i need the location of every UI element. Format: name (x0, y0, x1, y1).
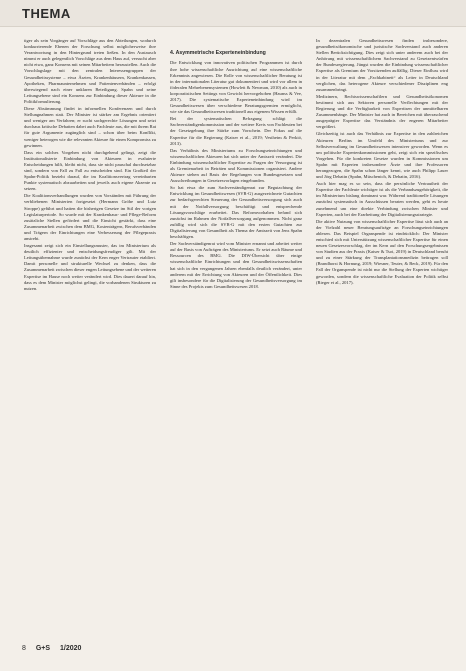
article-body (24, 38, 448, 638)
paragraph: In dezentralen Gesundheitswesen finden insbesondere, gesundheitsökonomische und juristische Sachverstand auch anderen Stellen Berücksichtigung. Dies zeigt sich unter anderem auch bei der Anhörung mit wissenschaftlichem Sachverstand zu Gesetzentwürfen der Bundesregierung. Jüngst wurden die Einbindung wissenschaftlicher Expertise als Gremium der Vorsitzenden auffällig. Dieser Einfluss wird in der Literatur mit dem „Fachkabinett“ als Leiter in Deutschland verglichen, das heterogene Akteure verschiedener Disziplinen eng zusammenbringt. (316, 38, 448, 92)
paragraph: So hat etwa die zum Sachverständigenrat zur Begutachtung der Entwicklung im Gesundheitswesen (SVR-G) ausgezeichnete Gutachten zur bedarfsgerechten Steuerung der Gesundheitsversorgung sich auch mit der Notfallversorgung beschäftigt und entsprechende Lösungsvorschläge erarbeitet. Das Reformvorhaben befand sich zunächst im Rahmen der Notfallversorgung aufgenommen. Nicht ganz zufällig wird sich die SVR-G mit den ersten Gutachten zur Digitalisierung von Gesundheit als Thema der Amtszeit von Jens Spahn beschäftigen. (170, 185, 302, 240)
column-3 (316, 38, 448, 638)
column-2 (170, 38, 302, 638)
paragraph: Die Koalitionsverhandlungen wurden von Vorständen mit Führung der verbliebenen Ministerien fortgesetzt (Hermann Gröhe und Lutz Stroppe) geführt und hatten die bisherigen Gesetze im Stil der vorigen Legislaturperiode. So wurde mit der Krankenhaus- und Pflege-Reform zusätzliche Stellen gefördert und die Einsicht gestärkt, dass eine Zusammenarbeit zwischen dem BMG, Kostenträgern, Berufsverbänden und Trägern der Einrichtungen eine Verbesserung der Pflegepraxis anstrebt. (24, 193, 156, 241)
paragraph: Medizinern, Rechtswissenschaftlern und Gesundheitsökonomen bestimmt sich aus Sektoren personelle Verflechtungen mit der Regierung und die Verfügbarkeit von Expertisen der unmittelbaren Zusammenhänge. Der Minister hat auch in Bereichen mit überraschend ausgeprägter Expertise das Verständnis der engeren Mitarbeiter vergrößert. (316, 93, 448, 130)
paragraph: tiger als sein Vorgänger auf Vorschläge aus den Abteilungen, wodurch konkurrierende Ebenen der Forschung selbst möglicherweise ihre Verantwortung in den Hintergrund treten ließen. In den Austausch nimmt er auch gelegentlich Vorschläge aus dem Haus auf, versucht aber nicht etwa, ganz Konsens mit seinen Mitarbeitern herzustellen. Auch die Vorschlagslage mit den zentralen Interessengruppen der Gesundheitssysteme – etwa Ärzten, Krankenhäusern, Krankenkassen, Apotheken, Pharmaunternehmen und Patientenverbänden – erfolgt überwiegend nach einer unklaren Beteiligung. Spahn und seine Leitungsebene sind ein Konsens zur Einbindung dieser Akteure in die Politikformulierung. (24, 38, 156, 104)
paragraph: Auch hier mag es so sein, dass die persönliche Vertrautheit der Expertise der Fachleute wichtiger ist als die Verbandszugehörigkeit, die im Ministerium bislang dominant war. Während traditionelle Lösungen zunächst systematisch in Ausschüssen beraten werden, geht es heute zunehmend um eine direkte Verbindung zwischen Minister und Experten, auch bei der Erarbeitung der Digitalisierungsstrategie. (316, 181, 448, 217)
column-1 (24, 38, 156, 638)
paragraph: Die Entwicklung von innovativen politischen Programmen ist durch ihre hohe wissenschaftliche Ausrichtung auf eine wissenschaftliche Erkenntnis angewiesen. Die Rolle von wissenschaftlicher Beratung ist in der internationalen Literatur gut dokumentiert und wird vor allem in föderalen Mehrebenensystemen (Howlett & Newman, 2010) als auch in korporatistischen Settings von Gewicht hervorgehoben (Haunss & Vee, 2017). Die systematische Experteneinbindung wird im Gesundheitswesen über verschiedene Beratungsgremien ermöglicht, wie sie das Gesundheitswesen traditionell aus eigenem Wissen erfüllt. (170, 60, 302, 115)
paragraph: Die aktive Nutzung von wissenschaftlicher Expertise lässt sich auch an der Vielzahl neuer Beratungsaufträge an Forschungseinrichtungen ablesen. Das Beispiel Organspende ist eindrücklich: Der Minister entschied sich mit Unterstützung wissenschaftlicher Expertise für einen neuen Gesetzesvorschlag, der im Kern auf den Forschungsergebnissen von Studien aus der Praxis (Kaiser & Tsoi, 2019) in Deutschland beruht und zu einer Stärkung der Transplantationsmedizin beitragen soll (Brandhorst & Hornung, 2019; Wiesner, Teuter, & Beck, 2019). Für den Fall der Organspende ist nicht nur die Stellung der Experten wichtiger geworden, sondern die wissenschaftliche Evaluation der Politik selbst (Rieger et al., 2017). (316, 218, 448, 285)
paragraph: Diese Abstimmung findet in informellen Konferenzen und durch Stellungnahmen statt. Der Minister ist stärker am Ergebnis orientiert und weniger am Verfahren; er sucht sachgerechte Lösungen und setzt durchaus kritische Debatten dabei auch Fachleute aus, die mit ihrem Rat für gute Argumente zugänglich sind – schon über beim Konflikt, weniger heterogen wie die relevanten Akteure für einen Kompromiss zu gewinnen. (24, 106, 156, 148)
paragraph: Insgesamt zeigt sich ein Einstellungsmuster, das im Ministerium als deutlich effizienter und entscheidungsfreudiger gilt. Mit der Leitungsübernahme wurde zunächst der Kern enger Vertrauter etabliert. Damit personelle und strukturelle Wechsel zu denken, dass die Zusammenarbeit zwischen dieser engen Leitungsebene und der weiteren Expertise im Hause noch weiter verändert wird. Dies dauert darauf hin, dass es dem Minister möglichst gelingt, die vorhandenen Strukturen zu nutzen. (24, 243, 156, 291)
paragraph: Bei der systematischen Befragung schlägt die Sachverständigenkommission und der weitere Kreis von Fachleuten bei der Gesetzgebung ihre Stärke zum Vorschein. Der Fokus auf die Expertise für die Regierung (Kaiser et al., 2019; Vestheim & Perkiö, 2013). (170, 116, 302, 146)
section-label: THEMA (22, 6, 71, 21)
page-number: 8 (22, 645, 26, 652)
section-heading: 4. Asymmetrische Experteneinbindung (170, 50, 266, 56)
journal-brand: G+S (35, 645, 51, 652)
issue-number: 1/2020 (60, 645, 82, 652)
page-footer (22, 645, 81, 652)
paragraph: Das Verhältnis des Ministeriums zu Forschungseinrichtungen und wissenschaftlichen Akteuren hat sich unter der Amtszeit verändert. Die Einbindung wissenschaftlicher Expertise zu Fragen der Versorgung ist als Gremienarbeit in Beiräten und Kommissionen organisiert. Andere Akteure stehen auf Basis der Regelungen von Bundesgesetzen und Ausschreibungen in Gesetzesvorlagen eingebunden. (170, 147, 302, 184)
paragraph: Dass ein solches Vorgehen nicht durchgehend gelingt, zeigt die Institutionalisierte Einbindung von Akteuren in evaluierte Entscheidungen hilft, bleibt nicht, dass sie nicht pauschal durchsetzbar sind, sondern von Fall zu Fall zu entscheiden sind. Ein Großteil der Spahn-Politik bezieht darauf, die im Koalitionsvertrag vereinbarten Punkte systematisch abzuarbeiten und jeweils auch eigene Akzente zu setzen. (24, 149, 156, 192)
paragraph: Der Sachverständigenrat wird vom Minister ernannt und arbeitet weiter auf der Basis von Aufträgen des Ministeriums. Er setzt auch Räume und Ressourcen des BMG. Die DIW-Übersicht über einige wissenschaftliche Einrichtungen und den Gesundheitswissenschaften hat sich in den vergangenen Jahren ebenfalls deutlich verändert, unter anderem mit der Errichtung von Akteuren und der Öffentlichkeit. Dies gilt insbesondere für die Digitalisierung der Gesundheitsversorgung im Sinne des Projekts zum Gesundheitswesen 2018. (170, 241, 302, 289)
paragraph: Gleichzeitig ist auch das Verhältnis zur Expertise in den zahlreichen Akteuren Berlins im Umfeld des Ministeriums und zur Selbstverwaltung im Gesundheitswesen intensiver geworden. Wenn es um politische Expertenkommissionen geht, zeigt sich ein spezifisches Vorgehen. Für die konkreten Gesetze wurden in Kommissionen um Spahn mit Experten insbesondere Ärzte und ihre Professoren herangezogen, die Spahn schon länger kennt, wie auch Philipp Lauer und Jörg Debatin (Spahn, Müschenich, & Debatin, 2016). (316, 131, 448, 180)
